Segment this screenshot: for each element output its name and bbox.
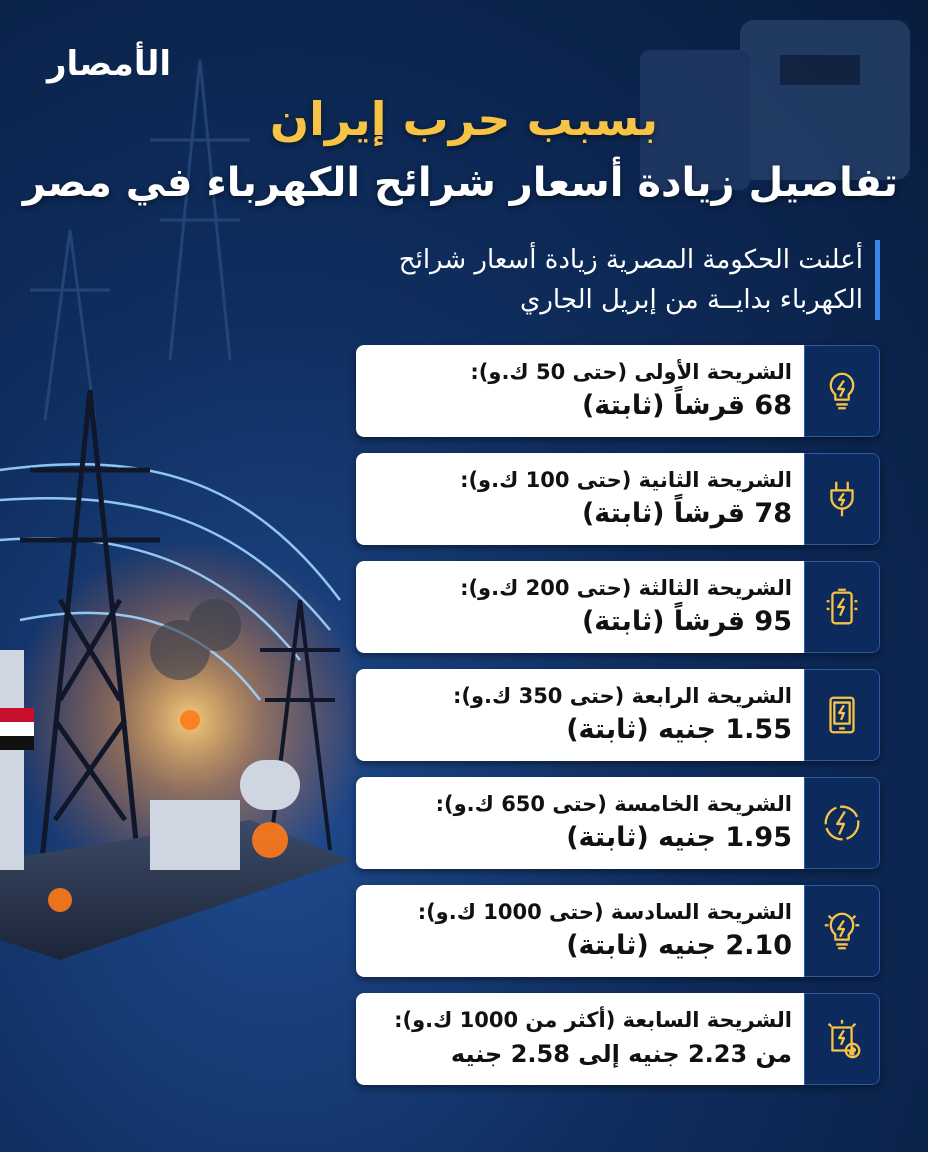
tier-label: الشريحة الخامسة (حتى 650 ك.و):	[435, 792, 792, 816]
tier-label: الشريحة السابعة (أكثر من 1000 ك.و):	[394, 1008, 792, 1032]
tier-card-3	[356, 561, 880, 653]
brand-logo[interactable]	[34, 38, 184, 90]
tier-card-5	[356, 777, 880, 869]
intro-text	[343, 240, 880, 320]
intro-line-2: الكهرباء بدايــة من إبريل الجاري	[519, 285, 863, 315]
intro-line-1: أعلنت الحكومة المصرية زيادة أسعار شرائح	[398, 245, 863, 275]
tier-price: 1.95 جنيه (ثابتة)	[566, 822, 792, 853]
plug-icon	[804, 453, 880, 545]
tier-price: 1.55 جنيه (ثابتة)	[566, 714, 792, 745]
tablet-bolt-icon	[804, 669, 880, 761]
headline-secondary: تفاصيل زيادة أسعار شرائح الكهرباء في مصر	[22, 160, 898, 206]
tier-label: الشريحة الرابعة (حتى 350 ك.و):	[452, 684, 792, 708]
lightbulb-icon	[804, 885, 880, 977]
battery-icon	[804, 561, 880, 653]
tier-card-2	[356, 453, 880, 545]
tier-price: 2.10 جنيه (ثابتة)	[566, 930, 792, 961]
circle-bolt-icon	[804, 777, 880, 869]
tier-label: الشريحة الثانية (حتى 100 ك.و):	[460, 468, 792, 492]
bolt-dollar-icon	[804, 993, 880, 1085]
tier-price: 78 قرشاً (ثابتة)	[581, 498, 792, 529]
tier-label: الشريحة الأولى (حتى 50 ك.و):	[470, 360, 792, 384]
lightbulb-icon	[804, 345, 880, 437]
tier-price: 95 قرشاً (ثابتة)	[581, 606, 792, 637]
headline-primary: بسبب حرب إيران	[269, 92, 659, 146]
tier-card-7	[356, 993, 880, 1085]
logo-text: الأمصار	[46, 44, 172, 84]
tier-list	[356, 345, 880, 1101]
tier-card-1	[356, 345, 880, 437]
tier-price: من 2.23 جنيه إلى 2.58 جنيه	[450, 1040, 792, 1068]
tier-label: الشريحة الثالثة (حتى 200 ك.و):	[460, 576, 792, 600]
tier-card-6	[356, 885, 880, 977]
tier-price: 68 قرشاً (ثابتة)	[581, 390, 792, 421]
tier-label: الشريحة السادسة (حتى 1000 ك.و):	[417, 900, 792, 924]
tier-card-4	[356, 669, 880, 761]
